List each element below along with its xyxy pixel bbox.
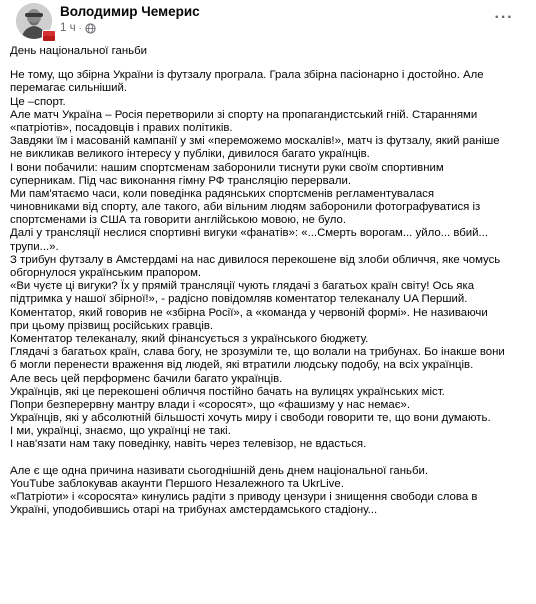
post-text-line: YouTube заблокував акаунти Першого Незалежного та UkrLive. <box>10 478 344 490</box>
post-text-line: перемагає сильніший. <box>10 82 128 95</box>
globe-icon <box>85 23 96 34</box>
post-text-line: Далі у трансляції неслися спортивні вигуки «фанатів»: «...Смерть ворогам... уйло... вбий... <box>10 227 489 240</box>
post-text-line: Коментатор телеканалу, який фінансується з українського бюджету. <box>10 332 369 345</box>
post-text-line: Але матч Україна – Росія перетворили зі спорту на пропагандистський гній. Стараннями <box>10 108 478 121</box>
post-text-line: Не тому, що збірна України із футзалу програла. Грала збірна пасіонарно і достойно. Але <box>10 69 484 82</box>
post-text-line: при цьому прізвищ російських гравців. <box>10 319 214 332</box>
author-name[interactable]: Володимир Чемерис <box>60 4 200 19</box>
post-time[interactable]: 1 ч <box>60 22 76 34</box>
post-text-line: Але є ще одна причина називати сьогоднішній день днем національної ганьби. <box>10 464 429 477</box>
separator-dot: · <box>78 23 82 33</box>
more-dots-icon: ··· <box>494 9 514 26</box>
flag-badge-icon <box>42 30 56 42</box>
post-text-line: Україні, уподобившись отарі на трибунах амстердамського стадіону... <box>10 504 378 517</box>
post-text-line: обгорнулося українським прапором. <box>10 267 202 279</box>
post-text-line: І вони побачили: нашим спортсменам заборонили тиснути руки своїм спортивним <box>10 161 444 174</box>
post-text-line: Коментатор, який говорив не «збірна Росії», а «команда у червоній формі». Не називаючи <box>10 306 488 319</box>
post-text-line: Попри безперервну мантру влади і «соросят», що «фашизму у нас немає». <box>10 398 411 411</box>
post-text-line: І ми, українці, знаємо, що українці не такі. <box>10 425 231 438</box>
post-text-line: Ми пам'ятаємо часи, коли поведінка радянських спортсменів регламентувалася <box>10 187 435 200</box>
post-text <box>8 45 528 518</box>
post-text-line: чиновниками від спорту, але такого, аби вільним людям заборонили фотографуватися із <box>10 201 481 214</box>
post-text-line: І нав'язати нам таку поведінку, навіть через телевізор, не вдасться. <box>10 438 367 451</box>
post-text-line: Глядачі з багатьох країн, слава богу, не зрозуміли те, що волали на трибунах. Бо інакше вони <box>10 346 505 359</box>
post-text-line: суперникам. Під час виконання гімну РФ трансляцію перервали. <box>10 174 352 187</box>
post-text-line: підтримка у нашої збірної!», - радісно повідомляв коментатор телеканалу UA Перший. <box>10 293 468 306</box>
post-text-line: «Ви чуєте ці вигуки? Їх у прямій трансляції чують глядачі з багатьох країн світу! Ось яка <box>10 280 475 293</box>
more-options-button[interactable] <box>490 6 518 30</box>
post-text-line: Це –спорт. <box>10 95 66 108</box>
post-text-line: не викликав великого інтересу у публіки, дивилося багато українців. <box>10 148 370 161</box>
post-text-line <box>10 452 528 465</box>
post-text-line: З трибун футзалу в Амстердамі на нас дивилося перекошене від злоби обличчя, яке чомусь <box>10 253 501 266</box>
post-text-line: Але весь цей перформенс бачили багато українців. <box>10 372 283 385</box>
post-meta <box>60 22 96 34</box>
post-text-line: Українців, які у абсолютній більшості хочуть миру і свободи говорити те, що вони думають. <box>10 412 491 425</box>
post-text-line: спортсменами із США та говорити англійською мовою, не було. <box>10 214 347 227</box>
post-header <box>8 0 528 42</box>
post-text-line: «патріотів», посадовців і правих політиків. <box>10 121 233 134</box>
post-title: День національної ганьби <box>10 45 147 57</box>
post-text-line: Завдяки їм і масованій кампанії у змі «переможемо москалів!», матч із футзалу, який раніше <box>10 135 500 148</box>
post-text-line: б могли перенести враження від людей, які втратили людську подобу, на всіх українців. <box>10 359 474 372</box>
post-text-line: Українців, які це перекошені обличчя постійно бачать на вулицях українських міст. <box>10 385 445 398</box>
post-text-line: «Патріоти» і «соросята» кинулись радіти з приводу цензури і знищення свободи слова в <box>10 491 478 504</box>
post-text-line: трупи...». <box>10 240 59 253</box>
